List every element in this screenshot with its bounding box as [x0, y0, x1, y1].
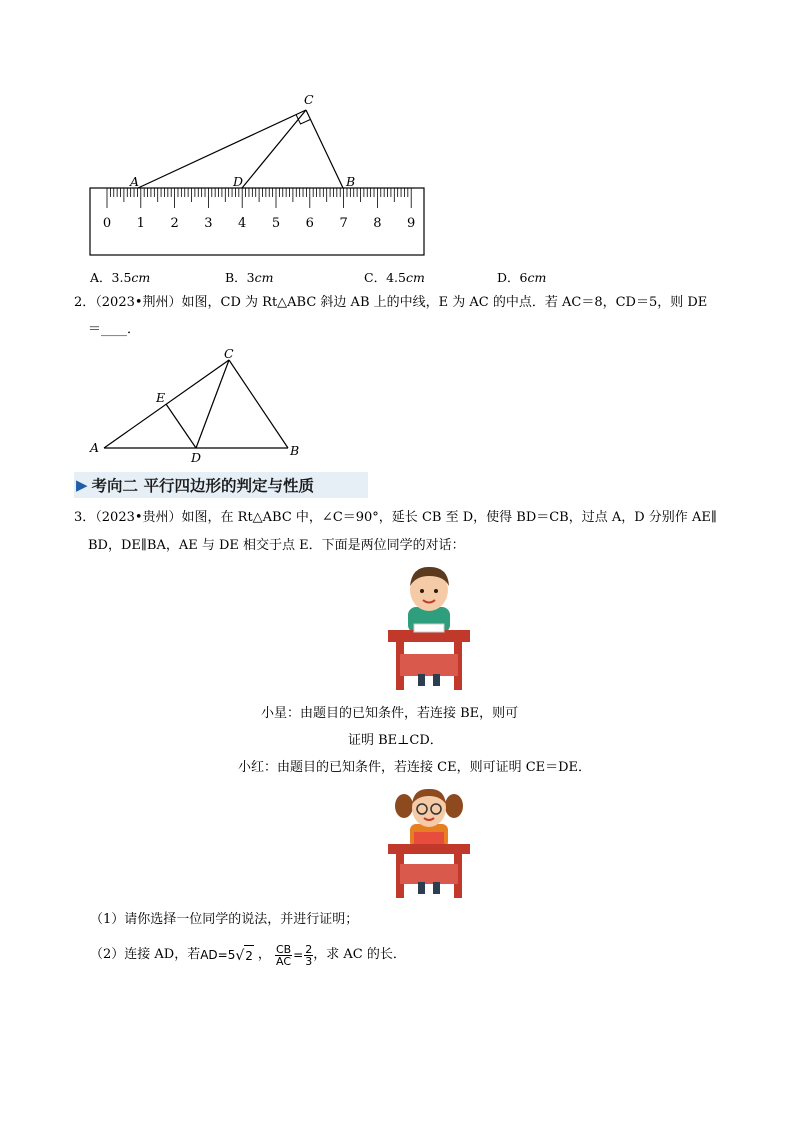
xiaohong-line: 小红：由题目的已知条件，若连接 CE，则可证明 CE＝DE． — [238, 760, 592, 775]
triangle-side-ac — [138, 110, 306, 188]
ruler-number: 0 — [102, 216, 112, 231]
triangle-median-cd — [242, 110, 306, 188]
segment-cd — [196, 360, 229, 448]
ruler-number: 6 — [305, 216, 314, 231]
figure-triangle-q2 — [80, 340, 320, 465]
q3-sub2: （2）连接 AD，若 AD=5 √ 2 ， $\frac{CB}{AC}$ = $\frac{2}{3}$ ，求 AC 的长． — [90, 942, 406, 968]
segment-de — [166, 404, 196, 448]
q3-line1: 3．（2023•贵州）如图，在 Rt△ABC 中，∠C＝90°，延长 CB 至 D，使得 BD＝CB，过点 A，D 分别作 AE∥ — [74, 510, 717, 525]
sub2-equals: = — [293, 948, 304, 962]
ruler-number: 7 — [339, 216, 348, 231]
frac-num-cb: CB — [275, 942, 292, 956]
label-D: D — [233, 174, 244, 189]
frac-num-2: 2 — [305, 942, 313, 956]
sqrt-radicand: 2 — [244, 945, 254, 966]
ruler-number: 1 — [136, 216, 145, 231]
option-d: D．6cm — [497, 270, 547, 285]
label-B: B — [290, 443, 300, 458]
sub2-prefix: （2）连接 AD，若 — [90, 947, 201, 962]
fraction-cb-ac — [275, 944, 292, 967]
label-B: B — [346, 174, 356, 189]
section-header — [74, 472, 368, 498]
boy-student-illustration — [384, 562, 474, 692]
side-cb — [229, 360, 288, 448]
girl-student-illustration — [384, 784, 474, 900]
section-title: 考向二 平行四边形的判定与性质 — [91, 477, 314, 495]
xiaoxing-line2: 证明 BE⊥CD． — [348, 733, 443, 748]
label-C: C — [224, 346, 234, 361]
option-b: B．3cm — [225, 270, 274, 285]
ruler-number: 9 — [407, 216, 416, 231]
label-A: A — [130, 174, 140, 189]
xiaoxing-line1: 小星：由题目的已知条件，若连接 BE，则可 — [261, 706, 519, 721]
figure-ruler-triangle — [80, 90, 430, 260]
triangle-right-icon: ▶ — [76, 476, 88, 494]
label-A: A — [90, 440, 100, 455]
ruler-number: 8 — [373, 216, 382, 231]
ruler-number: 3 — [204, 216, 213, 231]
sub2-suffix: ，求 AC 的长． — [313, 947, 406, 962]
sub2-ad-value: AD=5 — [200, 948, 236, 962]
frac-den-ac: AC — [276, 954, 292, 968]
label-D: D — [191, 450, 202, 465]
ruler-number: 4 — [238, 216, 247, 231]
option-c: C．4.5cm — [364, 270, 425, 285]
triangle-side-cb — [306, 110, 343, 188]
label-C: C — [304, 92, 314, 107]
option-a: A．3.5cm — [90, 270, 151, 285]
q3-line2: BD，DE∥BA，AE 与 DE 相交于点 E．下面是两位同学的对话： — [88, 538, 465, 553]
sqrt-expression: √ 2 — [235, 945, 254, 966]
q3-sub1: （1）请你选择一位同学的说法，并进行证明； — [90, 912, 359, 927]
fraction-2-3 — [304, 944, 313, 967]
ruler-number: 5 — [271, 216, 281, 231]
q2-line1: 2．（2023•荆州）如图，CD 为 Rt△ABC 斜边 AB 上的中线，E 为 AC 的中点．若 AC＝8，CD＝5，则 DE — [74, 295, 708, 310]
ruler-number: 2 — [170, 216, 179, 231]
q2-line2: ＝____． — [88, 322, 141, 337]
label-E: E — [156, 390, 166, 405]
frac-den-3: 3 — [305, 954, 313, 968]
